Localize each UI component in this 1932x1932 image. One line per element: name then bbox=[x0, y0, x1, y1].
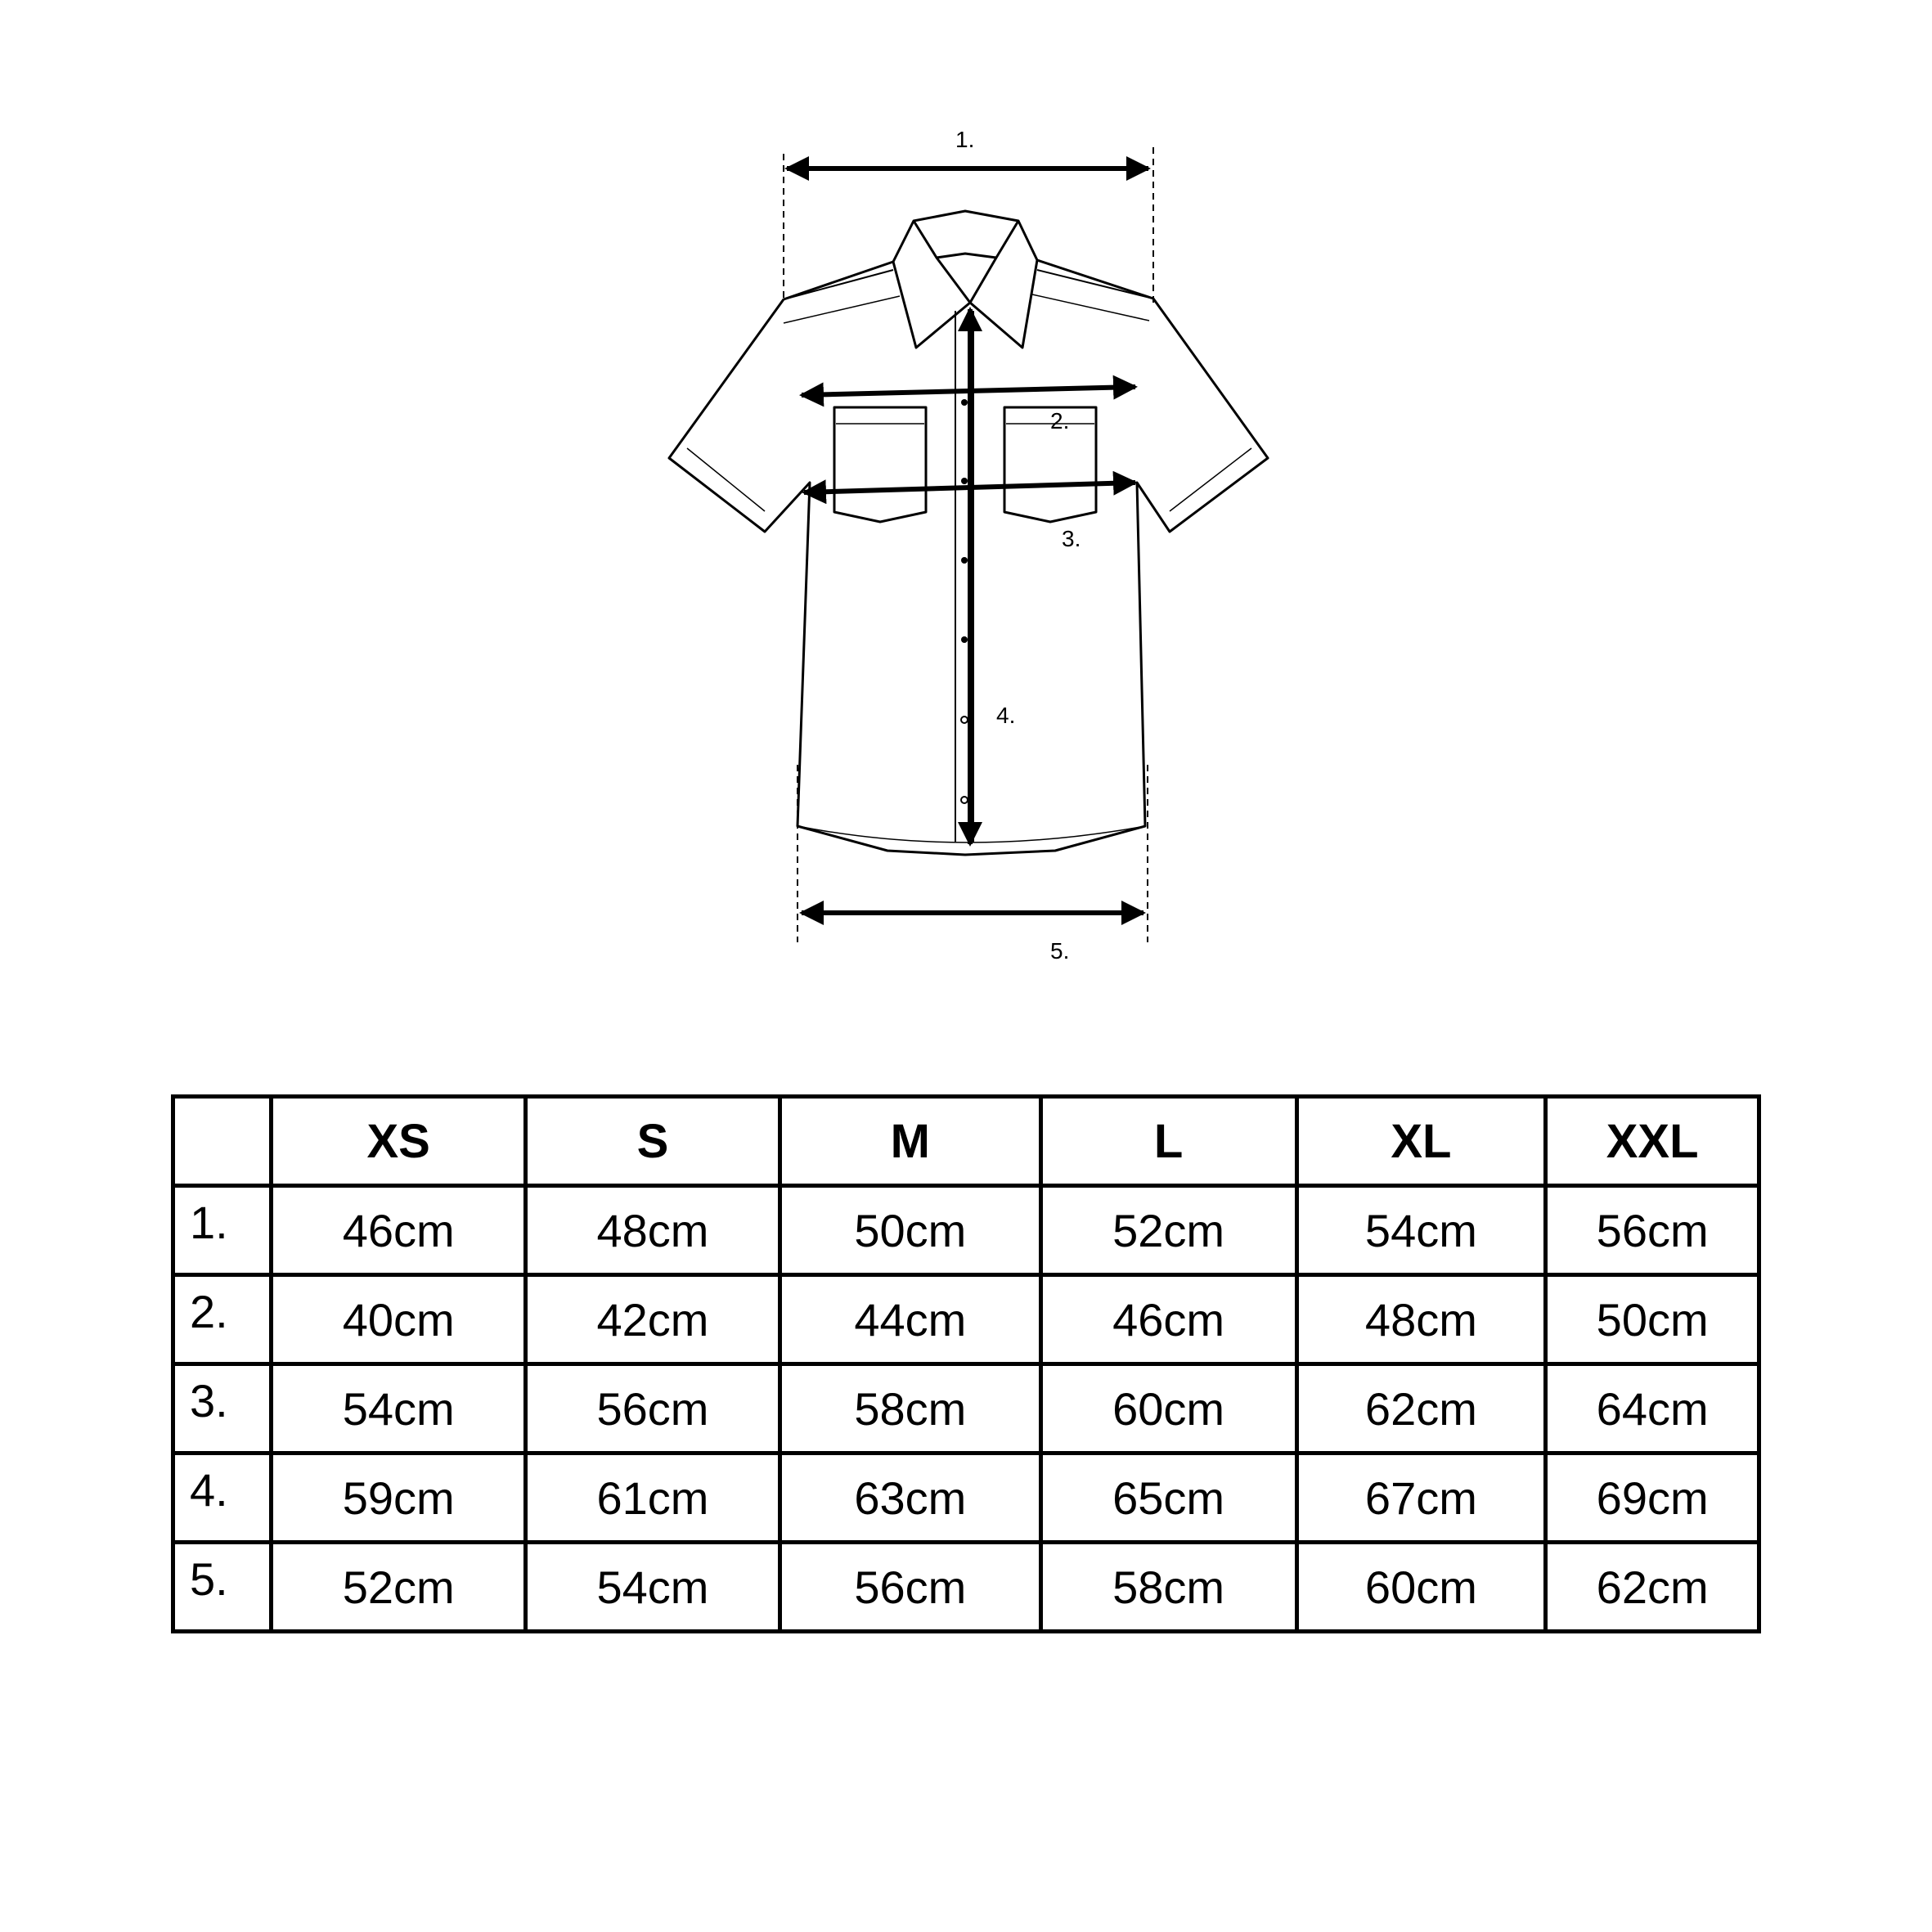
table-cell: 62cm bbox=[1296, 1364, 1546, 1453]
table-cell: 58cm bbox=[780, 1364, 1040, 1453]
header-size-m: M bbox=[780, 1097, 1040, 1186]
row-label: 4. bbox=[173, 1453, 272, 1543]
row-label: 1. bbox=[173, 1186, 272, 1275]
table-cell: 54cm bbox=[526, 1543, 780, 1632]
table-row bbox=[173, 1186, 1759, 1275]
header-size-s: S bbox=[526, 1097, 780, 1186]
table-cell: 54cm bbox=[1296, 1186, 1546, 1275]
diagram-label-1: 1. bbox=[955, 127, 975, 152]
table-cell: 60cm bbox=[1296, 1543, 1546, 1632]
table-row bbox=[173, 1453, 1759, 1543]
table-cell: 48cm bbox=[526, 1186, 780, 1275]
table-cell: 56cm bbox=[1546, 1186, 1759, 1275]
table-cell: 61cm bbox=[526, 1453, 780, 1543]
table-cell: 59cm bbox=[272, 1453, 526, 1543]
table-cell: 64cm bbox=[1546, 1364, 1759, 1453]
table-cell: 69cm bbox=[1546, 1453, 1759, 1543]
header-size-l: L bbox=[1040, 1097, 1296, 1186]
diagram-label-3: 3. bbox=[1062, 526, 1081, 551]
row-label: 5. bbox=[173, 1543, 272, 1632]
header-size-xs: XS bbox=[272, 1097, 526, 1186]
table-cell: 67cm bbox=[1296, 1453, 1546, 1543]
table-row bbox=[173, 1275, 1759, 1364]
table-cell: 56cm bbox=[526, 1364, 780, 1453]
table-cell: 63cm bbox=[780, 1453, 1040, 1543]
diagram-label-5: 5. bbox=[1050, 938, 1070, 964]
table-cell: 46cm bbox=[1040, 1275, 1296, 1364]
table-cell: 50cm bbox=[1546, 1275, 1759, 1364]
size-chart-table bbox=[171, 1094, 1761, 1633]
table-row bbox=[173, 1543, 1759, 1632]
table-row bbox=[173, 1364, 1759, 1453]
header-size-xl: XL bbox=[1296, 1097, 1546, 1186]
diagram-label-4: 4. bbox=[996, 703, 1016, 728]
table-cell: 54cm bbox=[272, 1364, 526, 1453]
header-corner bbox=[173, 1097, 272, 1186]
row-label: 2. bbox=[173, 1275, 272, 1364]
table-cell: 52cm bbox=[1040, 1186, 1296, 1275]
table-cell: 60cm bbox=[1040, 1364, 1296, 1453]
table-cell: 48cm bbox=[1296, 1275, 1546, 1364]
table-cell: 52cm bbox=[272, 1543, 526, 1632]
table-cell: 50cm bbox=[780, 1186, 1040, 1275]
row-label: 3. bbox=[173, 1364, 272, 1453]
table-cell: 62cm bbox=[1546, 1543, 1759, 1632]
header-size-xxl: XXL bbox=[1546, 1097, 1759, 1186]
table-cell: 56cm bbox=[780, 1543, 1040, 1632]
table-cell: 44cm bbox=[780, 1275, 1040, 1364]
table-cell: 65cm bbox=[1040, 1453, 1296, 1543]
table-cell: 40cm bbox=[272, 1275, 526, 1364]
table-header-row bbox=[173, 1097, 1759, 1186]
table-cell: 42cm bbox=[526, 1275, 780, 1364]
shirt-buttons bbox=[961, 399, 968, 803]
table-cell: 46cm bbox=[272, 1186, 526, 1275]
diagram-label-2: 2. bbox=[1050, 408, 1070, 434]
table-cell: 58cm bbox=[1040, 1543, 1296, 1632]
